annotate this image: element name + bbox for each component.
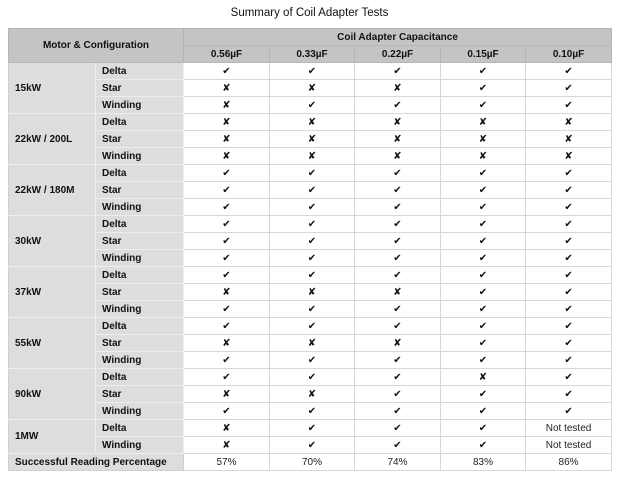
fail-cross-icon: ✘ xyxy=(441,369,526,386)
motor-label: 90kW xyxy=(9,369,96,420)
pass-check-icon: ✔ xyxy=(441,80,526,97)
table-row xyxy=(9,165,612,182)
pass-check-icon: ✔ xyxy=(184,318,270,335)
footer-value: 86% xyxy=(526,454,612,471)
motor-label: 22kW / 200L xyxy=(9,114,96,165)
config-label: Winding xyxy=(96,199,184,216)
pass-check-icon: ✔ xyxy=(526,165,612,182)
fail-cross-icon: ✘ xyxy=(184,420,270,437)
config-label: Delta xyxy=(96,165,184,182)
fail-cross-icon: ✘ xyxy=(270,386,355,403)
capacitance-group-header: Coil Adapter Capacitance xyxy=(184,29,612,46)
table-row xyxy=(9,335,612,352)
pass-check-icon: ✔ xyxy=(526,63,612,80)
config-label: Winding xyxy=(96,437,184,454)
fail-cross-icon: ✘ xyxy=(184,437,270,454)
table-row xyxy=(9,420,612,437)
pass-check-icon: ✔ xyxy=(441,182,526,199)
table-row xyxy=(9,114,612,131)
fail-cross-icon: ✘ xyxy=(270,148,355,165)
pass-check-icon: ✔ xyxy=(526,335,612,352)
config-label: Delta xyxy=(96,114,184,131)
pass-check-icon: ✔ xyxy=(526,369,612,386)
summary-row xyxy=(9,454,612,471)
table-row xyxy=(9,403,612,420)
pass-check-icon: ✔ xyxy=(270,301,355,318)
pass-check-icon: ✔ xyxy=(355,267,441,284)
pass-check-icon: ✔ xyxy=(355,301,441,318)
config-label: Winding xyxy=(96,250,184,267)
fail-cross-icon: ✘ xyxy=(184,284,270,301)
pass-check-icon: ✔ xyxy=(355,97,441,114)
pass-check-icon: ✔ xyxy=(355,420,441,437)
footer-value: 57% xyxy=(184,454,270,471)
results-tbody xyxy=(9,63,612,454)
pass-check-icon: ✔ xyxy=(270,233,355,250)
fail-cross-icon: ✘ xyxy=(355,284,441,301)
fail-cross-icon: ✘ xyxy=(184,148,270,165)
table-row xyxy=(9,131,612,148)
pass-check-icon: ✔ xyxy=(441,437,526,454)
pass-check-icon: ✔ xyxy=(270,97,355,114)
pass-check-icon: ✔ xyxy=(441,216,526,233)
pass-check-icon: ✔ xyxy=(526,284,612,301)
fail-cross-icon: ✘ xyxy=(526,148,612,165)
pass-check-icon: ✔ xyxy=(526,199,612,216)
config-label: Delta xyxy=(96,420,184,437)
config-label: Winding xyxy=(96,148,184,165)
motor-label: 22kW / 180M xyxy=(9,165,96,216)
pass-check-icon: ✔ xyxy=(184,352,270,369)
pass-check-icon: ✔ xyxy=(526,301,612,318)
pass-check-icon: ✔ xyxy=(355,386,441,403)
pass-check-icon: ✔ xyxy=(270,267,355,284)
table-footer xyxy=(9,454,612,471)
pass-check-icon: ✔ xyxy=(355,250,441,267)
not-tested-label: Not tested xyxy=(526,437,612,454)
pass-check-icon: ✔ xyxy=(270,199,355,216)
fail-cross-icon: ✘ xyxy=(184,386,270,403)
table-row xyxy=(9,148,612,165)
motor-configuration-header: Motor & Configuration xyxy=(9,29,184,63)
fail-cross-icon: ✘ xyxy=(355,335,441,352)
pass-check-icon: ✔ xyxy=(441,386,526,403)
fail-cross-icon: ✘ xyxy=(270,80,355,97)
pass-check-icon: ✔ xyxy=(355,216,441,233)
footer-value: 70% xyxy=(270,454,355,471)
motor-label: 30kW xyxy=(9,216,96,267)
pass-check-icon: ✔ xyxy=(441,301,526,318)
footer-label: Successful Reading Percentage xyxy=(9,454,184,471)
pass-check-icon: ✔ xyxy=(270,403,355,420)
not-tested-label: Not tested xyxy=(526,420,612,437)
pass-check-icon: ✔ xyxy=(270,369,355,386)
pass-check-icon: ✔ xyxy=(355,199,441,216)
pass-check-icon: ✔ xyxy=(184,301,270,318)
column-header-010uf: 0.10µF xyxy=(526,46,612,63)
table-row xyxy=(9,284,612,301)
table-row xyxy=(9,233,612,250)
config-label: Delta xyxy=(96,216,184,233)
pass-check-icon: ✔ xyxy=(441,335,526,352)
pass-check-icon: ✔ xyxy=(270,216,355,233)
pass-check-icon: ✔ xyxy=(184,216,270,233)
pass-check-icon: ✔ xyxy=(526,250,612,267)
pass-check-icon: ✔ xyxy=(526,403,612,420)
table-row xyxy=(9,182,612,199)
motor-label: 55kW xyxy=(9,318,96,369)
pass-check-icon: ✔ xyxy=(441,165,526,182)
table-row xyxy=(9,267,612,284)
pass-check-icon: ✔ xyxy=(184,233,270,250)
fail-cross-icon: ✘ xyxy=(441,148,526,165)
pass-check-icon: ✔ xyxy=(270,165,355,182)
config-label: Star xyxy=(96,131,184,148)
table-row xyxy=(9,80,612,97)
motor-label: 15kW xyxy=(9,63,96,114)
fail-cross-icon: ✘ xyxy=(355,148,441,165)
config-label: Delta xyxy=(96,63,184,80)
fail-cross-icon: ✘ xyxy=(441,114,526,131)
pass-check-icon: ✔ xyxy=(526,318,612,335)
footer-value: 74% xyxy=(355,454,441,471)
fail-cross-icon: ✘ xyxy=(184,131,270,148)
fail-cross-icon: ✘ xyxy=(270,131,355,148)
config-label: Delta xyxy=(96,369,184,386)
pass-check-icon: ✔ xyxy=(184,250,270,267)
pass-check-icon: ✔ xyxy=(184,403,270,420)
table-row xyxy=(9,369,612,386)
config-label: Star xyxy=(96,80,184,97)
pass-check-icon: ✔ xyxy=(526,216,612,233)
pass-check-icon: ✔ xyxy=(270,63,355,80)
page-title: Summary of Coil Adapter Tests xyxy=(230,7,389,19)
pass-check-icon: ✔ xyxy=(355,318,441,335)
pass-check-icon: ✔ xyxy=(355,63,441,80)
table-row xyxy=(9,352,612,369)
pass-check-icon: ✔ xyxy=(355,182,441,199)
pass-check-icon: ✔ xyxy=(355,369,441,386)
fail-cross-icon: ✘ xyxy=(441,131,526,148)
table-row xyxy=(9,386,612,403)
config-label: Star xyxy=(96,284,184,301)
pass-check-icon: ✔ xyxy=(441,352,526,369)
config-label: Star xyxy=(96,386,184,403)
pass-check-icon: ✔ xyxy=(184,182,270,199)
fail-cross-icon: ✘ xyxy=(526,131,612,148)
pass-check-icon: ✔ xyxy=(270,437,355,454)
pass-check-icon: ✔ xyxy=(184,63,270,80)
fail-cross-icon: ✘ xyxy=(270,284,355,301)
config-label: Delta xyxy=(96,267,184,284)
pass-check-icon: ✔ xyxy=(526,97,612,114)
pass-check-icon: ✔ xyxy=(441,318,526,335)
pass-check-icon: ✔ xyxy=(441,267,526,284)
footer-value: 83% xyxy=(441,454,526,471)
fail-cross-icon: ✘ xyxy=(184,114,270,131)
table-row xyxy=(9,250,612,267)
fail-cross-icon: ✘ xyxy=(184,335,270,352)
fail-cross-icon: ✘ xyxy=(355,131,441,148)
pass-check-icon: ✔ xyxy=(270,352,355,369)
pass-check-icon: ✔ xyxy=(184,199,270,216)
coil-adapter-results-table xyxy=(8,28,612,471)
pass-check-icon: ✔ xyxy=(184,165,270,182)
pass-check-icon: ✔ xyxy=(184,267,270,284)
column-header-015uf: 0.15µF xyxy=(441,46,526,63)
pass-check-icon: ✔ xyxy=(441,63,526,80)
column-header-033uf: 0.33µF xyxy=(270,46,355,63)
pass-check-icon: ✔ xyxy=(526,80,612,97)
motor-label: 37kW xyxy=(9,267,96,318)
pass-check-icon: ✔ xyxy=(441,199,526,216)
column-header-056uf: 0.56µF xyxy=(184,46,270,63)
pass-check-icon: ✔ xyxy=(441,97,526,114)
pass-check-icon: ✔ xyxy=(441,250,526,267)
fail-cross-icon: ✘ xyxy=(355,114,441,131)
pass-check-icon: ✔ xyxy=(355,233,441,250)
pass-check-icon: ✔ xyxy=(270,318,355,335)
config-label: Star xyxy=(96,182,184,199)
config-label: Star xyxy=(96,335,184,352)
pass-check-icon: ✔ xyxy=(184,369,270,386)
config-label: Delta xyxy=(96,318,184,335)
pass-check-icon: ✔ xyxy=(355,403,441,420)
pass-check-icon: ✔ xyxy=(355,437,441,454)
fail-cross-icon: ✘ xyxy=(270,335,355,352)
fail-cross-icon: ✘ xyxy=(355,80,441,97)
fail-cross-icon: ✘ xyxy=(270,114,355,131)
table-header xyxy=(9,29,612,63)
pass-check-icon: ✔ xyxy=(526,352,612,369)
config-label: Winding xyxy=(96,301,184,318)
pass-check-icon: ✔ xyxy=(355,352,441,369)
pass-check-icon: ✔ xyxy=(441,403,526,420)
pass-check-icon: ✔ xyxy=(355,165,441,182)
table-row xyxy=(9,97,612,114)
table-row xyxy=(9,199,612,216)
table-row xyxy=(9,301,612,318)
column-header-022uf: 0.22µF xyxy=(355,46,441,63)
config-label: Winding xyxy=(96,403,184,420)
pass-check-icon: ✔ xyxy=(441,420,526,437)
pass-check-icon: ✔ xyxy=(270,420,355,437)
pass-check-icon: ✔ xyxy=(441,233,526,250)
config-label: Star xyxy=(96,233,184,250)
pass-check-icon: ✔ xyxy=(526,182,612,199)
pass-check-icon: ✔ xyxy=(526,267,612,284)
table-row xyxy=(9,437,612,454)
fail-cross-icon: ✘ xyxy=(184,80,270,97)
config-label: Winding xyxy=(96,97,184,114)
motor-label: 1MW xyxy=(9,420,96,454)
pass-check-icon: ✔ xyxy=(270,250,355,267)
fail-cross-icon: ✘ xyxy=(184,97,270,114)
fail-cross-icon: ✘ xyxy=(526,114,612,131)
table-row xyxy=(9,63,612,80)
pass-check-icon: ✔ xyxy=(270,182,355,199)
pass-check-icon: ✔ xyxy=(441,284,526,301)
pass-check-icon: ✔ xyxy=(526,386,612,403)
config-label: Winding xyxy=(96,352,184,369)
table-row xyxy=(9,216,612,233)
table-row xyxy=(9,318,612,335)
pass-check-icon: ✔ xyxy=(526,233,612,250)
